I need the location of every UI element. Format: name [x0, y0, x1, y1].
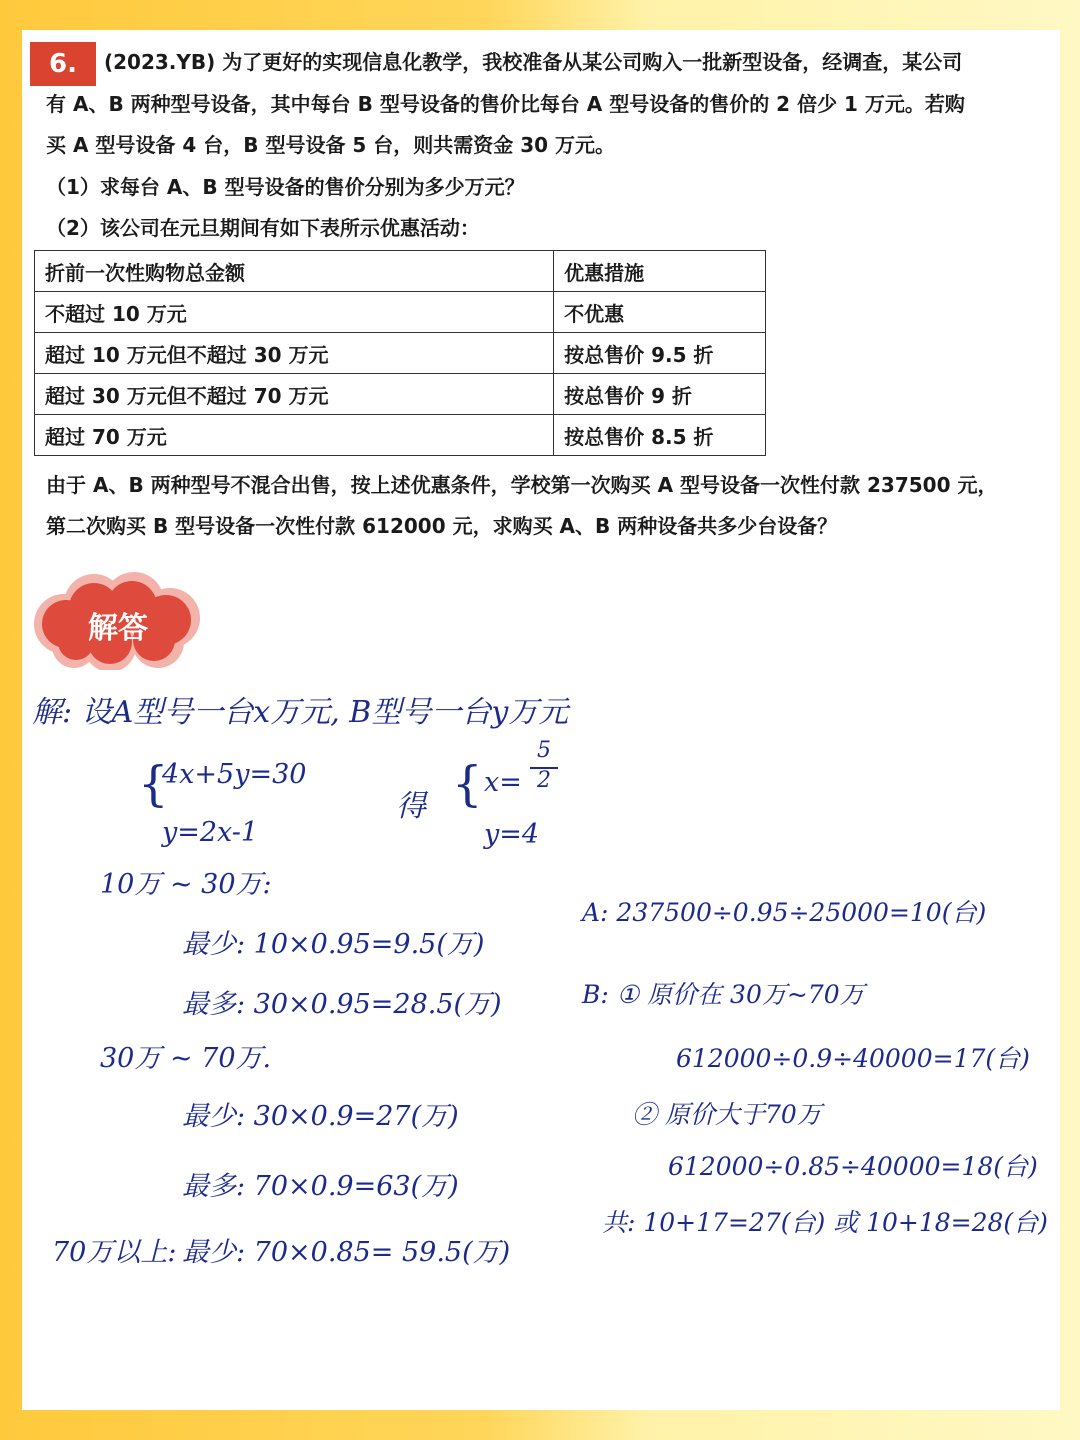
equation-1: 4x+5y=30 [162, 759, 307, 790]
worksheet [22, 30, 1060, 1410]
equation-2: y=2x-1 [162, 817, 259, 848]
table-header-cell: 优惠措施 [554, 251, 766, 292]
range-3-title: 70万以上: [52, 1237, 177, 1268]
table-cell: 按总售价 8.5 折 [554, 415, 766, 456]
range-2-min: 最少: 30×0.9=27(万) [182, 1101, 459, 1132]
question-line-3: 买 A 型号设备 4 台，B 型号设备 5 台，则共需资金 30 万元。 [46, 133, 616, 157]
table-cell: 不优惠 [554, 292, 766, 333]
question-number-badge: 6. [30, 42, 96, 86]
solution-x-numerator: 5 [537, 738, 551, 763]
question-line-1: (2023.YB) 为了更好的实现信息化教学，我校准备从某公司购入一批新型设备，经调查，某公司 [104, 50, 963, 74]
table-cell: 超过 30 万元但不超过 70 万元 [35, 374, 554, 415]
question-condition-line-2: 第二次购买 B 型号设备一次性付款 612000 元，求购买 A、B 两种设备共多少台设备？ [46, 514, 838, 538]
result-brace-left: { [452, 756, 483, 812]
range-3-min: 最少: 70×0.85= 59.5(万) [182, 1237, 511, 1268]
answer-b-case-2-calc: 612000÷0.85÷40000=18(台) [668, 1152, 1038, 1181]
equation-brace-left: { [138, 756, 169, 812]
answer-cloud-badge [30, 570, 210, 670]
answer-a-calc: A: 237500÷0.95÷25000=10(台) [582, 898, 987, 927]
table-cell: 超过 70 万元 [35, 415, 554, 456]
table-cell: 按总售价 9.5 折 [554, 333, 766, 374]
answer-b-case-1: B: ① 原价在 30万~70万 [582, 980, 865, 1009]
range-1-max: 最多: 30×0.95=28.5(万) [182, 989, 502, 1020]
answer-b-case-1-calc: 612000÷0.9÷40000=17(台) [676, 1044, 1030, 1073]
table-row [35, 374, 766, 415]
range-1-min: 最少: 10×0.95=9.5(万) [182, 929, 485, 960]
table-header-cell: 折前一次性购物总金额 [35, 251, 554, 292]
solution-x-label: x= [484, 767, 522, 798]
range-2-title: 30万 ~ 70万. [100, 1043, 272, 1074]
table-cell: 超过 10 万元但不超过 30 万元 [35, 333, 554, 374]
answer-total: 共: 10+17=27(台) 或 10+18=28(台) [602, 1208, 1048, 1237]
question-part-1: （1）求每台 A、B 型号设备的售价分别为多少万元？ [46, 175, 525, 199]
question-line-2: 有 A、B 两种型号设备，其中每台 B 型号设备的售价比每台 A 型号设备的售价的 2 倍少 1 万元。若购 [46, 92, 965, 116]
table-header-row [35, 251, 766, 292]
answer-label: 解答 [88, 611, 148, 646]
table-cell: 按总售价 9 折 [554, 374, 766, 415]
range-2-max: 最多: 70×0.9=63(万) [182, 1171, 459, 1202]
solution-y: y=4 [484, 819, 540, 850]
table-cell: 不超过 10 万元 [35, 292, 554, 333]
solution-intro: 解: 设A型号一台x万元, B型号一台y万元 [32, 695, 569, 730]
answer-b-case-2: ② 原价大于70万 [632, 1100, 822, 1129]
range-1-title: 10万 ~ 30万: [100, 869, 272, 900]
table-row [35, 415, 766, 456]
table-row [35, 333, 766, 374]
question-part-2: （2）该公司在元旦期间有如下表所示优惠活动： [46, 216, 480, 240]
solution-x-denominator: 2 [537, 768, 551, 793]
result-word: 得 [396, 789, 426, 824]
discount-table [34, 250, 766, 456]
question-condition-line-1: 由于 A、B 两种型号不混合出售，按上述优惠条件，学校第一次购买 A 型号设备一次性付款 237500 元， [46, 473, 998, 497]
table-row [35, 292, 766, 333]
